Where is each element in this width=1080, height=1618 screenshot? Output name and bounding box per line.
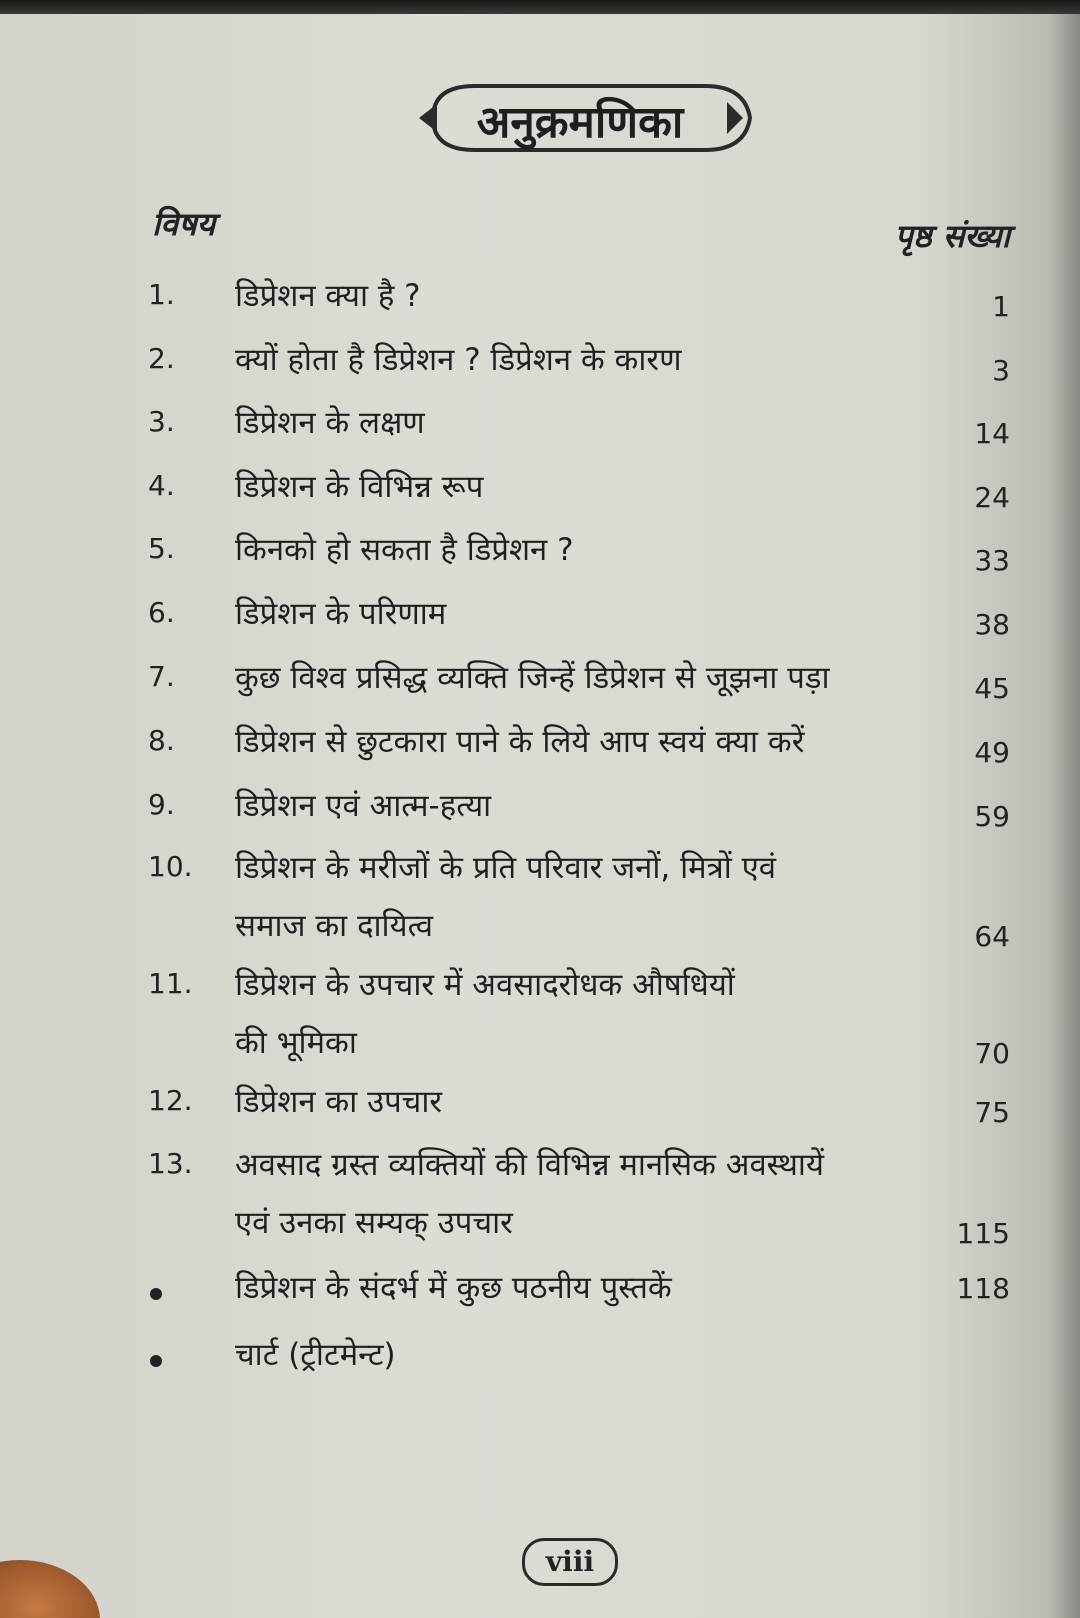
toc-bullet-page: 118 — [956, 1272, 1010, 1305]
toc-entry-number: 9. — [148, 788, 175, 821]
toc-entry-title: डिप्रेशन के लक्षण — [235, 405, 425, 441]
toc-bullet-title: डिप्रेशन के संदर्भ में कुछ पठनीय पुस्तकें — [235, 1270, 672, 1306]
toc-entry-number: 11. — [148, 967, 193, 1000]
toc-entry-number: 8. — [148, 724, 175, 757]
toc-entry-page: 38 — [974, 608, 1010, 641]
toc-entry-number: 6. — [148, 596, 175, 629]
toc-entry-title: डिप्रेशन क्या है ? — [235, 278, 421, 314]
toc-entry-page: 3 — [992, 354, 1010, 387]
toc-entry-title: अवसाद ग्रस्त व्यक्तियों की विभिन्न मानसिक अवस्थायें — [235, 1147, 824, 1183]
toc-entry-number: 4. — [148, 469, 175, 502]
toc-entry-number: 13. — [148, 1147, 193, 1180]
subject-column-heading: विषय — [152, 205, 216, 243]
toc-entry-title: कुछ विश्व प्रसिद्ध व्यक्ति जिन्हें डिप्रेशन से जूझना पड़ा — [235, 660, 830, 696]
toc-entry-number: 5. — [148, 532, 175, 565]
toc-entry-number: 1. — [148, 278, 175, 311]
toc-entry-number: 10. — [148, 850, 193, 883]
toc-entry-page: 59 — [974, 800, 1010, 833]
toc-entry-number: 3. — [148, 405, 175, 438]
toc-entry-title: समाज का दायित्व — [235, 908, 434, 944]
page-title: अनुक्रमणिका — [476, 97, 684, 148]
toc-entry-title: डिप्रेशन का उपचार — [235, 1084, 443, 1120]
toc-bullet-title: चार्ट (ट्रीटमेन्ट) — [235, 1337, 396, 1373]
toc-entry-page: 70 — [974, 1037, 1010, 1070]
bullet-icon — [150, 1288, 162, 1300]
folio-page-number: viii — [522, 1538, 618, 1586]
bullet-icon — [150, 1355, 162, 1367]
toc-entry-page: 75 — [974, 1096, 1010, 1129]
toc-entry-title: डिप्रेशन के परिणाम — [235, 596, 447, 632]
toc-entry-title: क्यों होता है डिप्रेशन ? डिप्रेशन के कारण — [235, 342, 682, 378]
toc-entry-page: 45 — [974, 672, 1010, 705]
toc-entry-number: 2. — [148, 342, 175, 375]
toc-entry-page: 1 — [992, 290, 1010, 323]
toc-entry-title: की भूमिका — [235, 1025, 357, 1061]
page-number-column-heading: पृष्ठ संख्या — [894, 217, 1010, 255]
toc-entry-page: 115 — [956, 1217, 1010, 1250]
toc-entry-number: 12. — [148, 1084, 193, 1117]
toc-entry-page: 33 — [974, 544, 1010, 577]
toc-entry-title: डिप्रेशन के विभिन्न रूप — [235, 469, 484, 505]
toc-entry-title: डिप्रेशन एवं आत्म-हत्या — [235, 788, 492, 824]
toc-entry-page: 14 — [974, 417, 1010, 450]
toc-entry-page: 24 — [974, 481, 1010, 514]
toc-entry-title: डिप्रेशन से छुटकारा पाने के लिये आप स्वयं क्या करें — [235, 724, 805, 760]
toc-entry-title: डिप्रेशन के उपचार में अवसादरोधक औषधियों — [235, 967, 735, 1003]
toc-entry-title: किनको हो सकता है डिप्रेशन ? — [235, 532, 574, 568]
toc-entry-title: डिप्रेशन के मरीजों के प्रति परिवार जनों, मित्रों एवं — [235, 850, 777, 886]
toc-entry-page: 49 — [974, 736, 1010, 769]
toc-entry-page: 64 — [974, 920, 1010, 953]
toc-entry-number: 7. — [148, 660, 175, 693]
toc-entry-title: एवं उनका सम्यक् उपचार — [235, 1205, 513, 1241]
